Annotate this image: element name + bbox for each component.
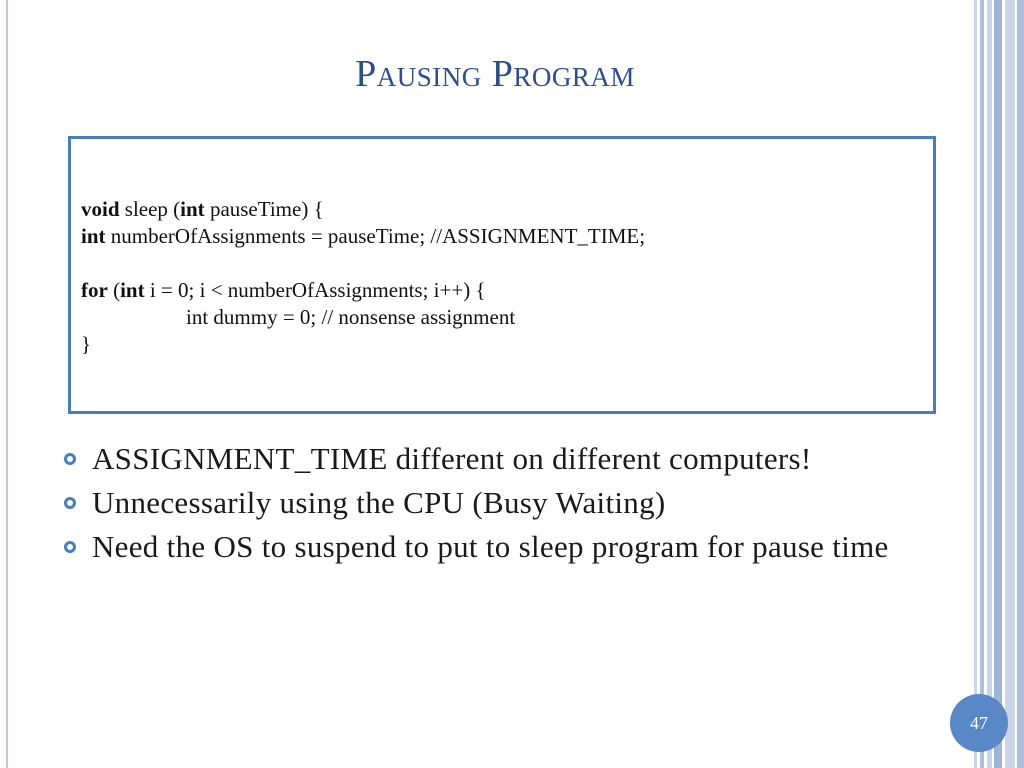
right-decorative-stripe <box>974 0 977 768</box>
code-keyword: int <box>120 278 145 302</box>
code-segment: int dummy = 0; // nonsense assignment <box>81 305 516 329</box>
right-decorative-stripe <box>1005 0 1015 768</box>
right-decorative-stripe <box>980 0 984 768</box>
code-segment: sleep ( <box>119 197 181 221</box>
page-number-badge: 47 <box>950 694 1008 752</box>
bullet-circle-icon <box>64 497 76 509</box>
bullet-item <box>62 528 942 566</box>
code-keyword: int <box>81 224 106 248</box>
code-line <box>81 196 645 223</box>
right-decorative-stripe <box>994 0 1002 768</box>
right-decorative-stripe <box>987 0 992 768</box>
code-segment: ( <box>107 278 121 302</box>
code-text <box>81 196 645 358</box>
code-segment: pauseTime) { <box>204 197 324 221</box>
bullet-text: Need the OS to suspend to put to sleep program for pause time <box>92 529 889 564</box>
code-line <box>81 304 645 331</box>
bullet-text: ASSIGNMENT_TIME different on different computers! <box>92 441 812 476</box>
code-keyword: int <box>180 197 205 221</box>
left-border-line <box>6 0 8 768</box>
code-keyword: for <box>81 278 108 302</box>
code-segment: } <box>81 332 92 356</box>
bullet-item <box>62 484 942 522</box>
code-line <box>81 250 645 277</box>
bullet-text: Unnecessarily using the CPU (Busy Waiting) <box>92 485 666 520</box>
code-segment: i = 0; i < numberOfAssignments; i++) { <box>144 278 486 302</box>
slide-title: Pausing Program <box>355 53 635 95</box>
bullet-list <box>62 440 942 572</box>
code-line <box>81 277 645 304</box>
code-line <box>81 331 645 358</box>
bullet-circle-icon <box>64 541 76 553</box>
bullet-circle-icon <box>64 453 76 465</box>
code-line <box>81 223 645 250</box>
right-decorative-stripe <box>1017 0 1024 768</box>
bullet-item <box>62 440 942 478</box>
code-segment: numberOfAssignments = pauseTime; //ASSIGNMENT_TIME; <box>105 224 646 248</box>
code-keyword: void <box>81 197 120 221</box>
code-block <box>68 136 936 414</box>
